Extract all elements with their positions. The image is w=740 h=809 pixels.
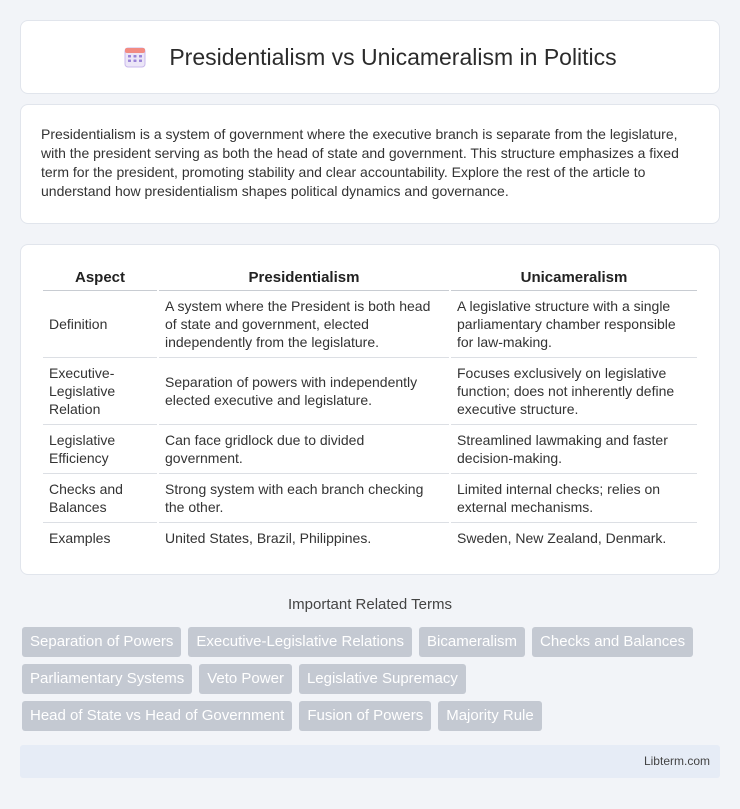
intro-text: Presidentialism is a system of government where the executive branch is separate from the legislature, with the president serving as both the head of state and government. This structure emphasizes a fixed term for the president, promoting stability and clear accountability. Explore the rest of the article to understand how presidentialism shapes political dynamics and governance. (41, 126, 679, 199)
cell-presidentialism: United States, Brazil, Philippines. (165, 530, 372, 546)
tag-legislative-supremacy[interactable]: Legislative Supremacy (299, 664, 466, 694)
table-row (43, 425, 697, 474)
tag-majority-rule[interactable]: Majority Rule (438, 701, 542, 731)
calendar-icon (123, 45, 147, 69)
cell-aspect: Checks and Balances (43, 474, 157, 523)
tag-executive-legislative-relations[interactable]: Executive-Legislative Relations (188, 627, 412, 657)
related-terms-title: Important Related Terms (288, 596, 452, 613)
footer-site-link[interactable]: Libterm.com (643, 754, 710, 768)
cell-aspect: Examples (49, 530, 111, 546)
page-title: Presidentialism vs Unicameralism in Politics (169, 43, 617, 70)
cell-unicameralism: A legislative structure with a single parliamentary chamber responsible for law-making. (451, 291, 697, 358)
tag-checks-and-balances[interactable]: Checks and Balances (532, 627, 693, 657)
cell-presidentialism: Separation of powers with independently elected executive and legislature. (159, 358, 449, 425)
table-header-row (43, 265, 697, 291)
tag-bicameralism[interactable]: Bicameralism (419, 627, 525, 657)
table-row (43, 523, 697, 553)
related-terms-list (22, 627, 722, 738)
footer (20, 745, 720, 778)
cell-presidentialism: Strong system with each branch checking the other. (159, 474, 449, 523)
cell-presidentialism: A system where the President is both head of state and government, elected independently from the legislature. (159, 291, 449, 358)
header-presidentialism: Presidentialism (159, 265, 449, 291)
header-aspect: Aspect (43, 265, 157, 291)
tag-separation-of-powers[interactable]: Separation of Powers (22, 627, 181, 657)
cell-unicameralism: Limited internal checks; relies on external mechanisms. (451, 474, 697, 523)
comparison-table (41, 265, 699, 553)
table-row (43, 291, 697, 358)
comparison-table-card (20, 244, 720, 575)
table-row (43, 358, 697, 425)
header-unicameralism: Unicameralism (451, 265, 697, 291)
tag-parliamentary-systems[interactable]: Parliamentary Systems (22, 664, 192, 694)
cell-aspect: Executive-Legislative Relation (43, 358, 157, 425)
cell-unicameralism: Focuses exclusively on legislative function; does not inherently define executive structure. (451, 358, 697, 425)
cell-unicameralism: Streamlined lawmaking and faster decision-making. (451, 425, 697, 474)
cell-aspect: Definition (43, 291, 157, 358)
cell-presidentialism: Can face gridlock due to divided government. (159, 425, 449, 474)
cell-aspect: Legislative Efficiency (43, 425, 157, 474)
tag-veto-power[interactable]: Veto Power (199, 664, 292, 694)
tag-fusion-of-powers[interactable]: Fusion of Powers (299, 701, 431, 731)
intro-card (20, 104, 720, 224)
cell-unicameralism: Sweden, New Zealand, Denmark. (457, 530, 667, 546)
table-row (43, 474, 697, 523)
title-card (20, 20, 720, 94)
tag-head-of-state-vs-head-of-government[interactable]: Head of State vs Head of Government (22, 701, 292, 731)
